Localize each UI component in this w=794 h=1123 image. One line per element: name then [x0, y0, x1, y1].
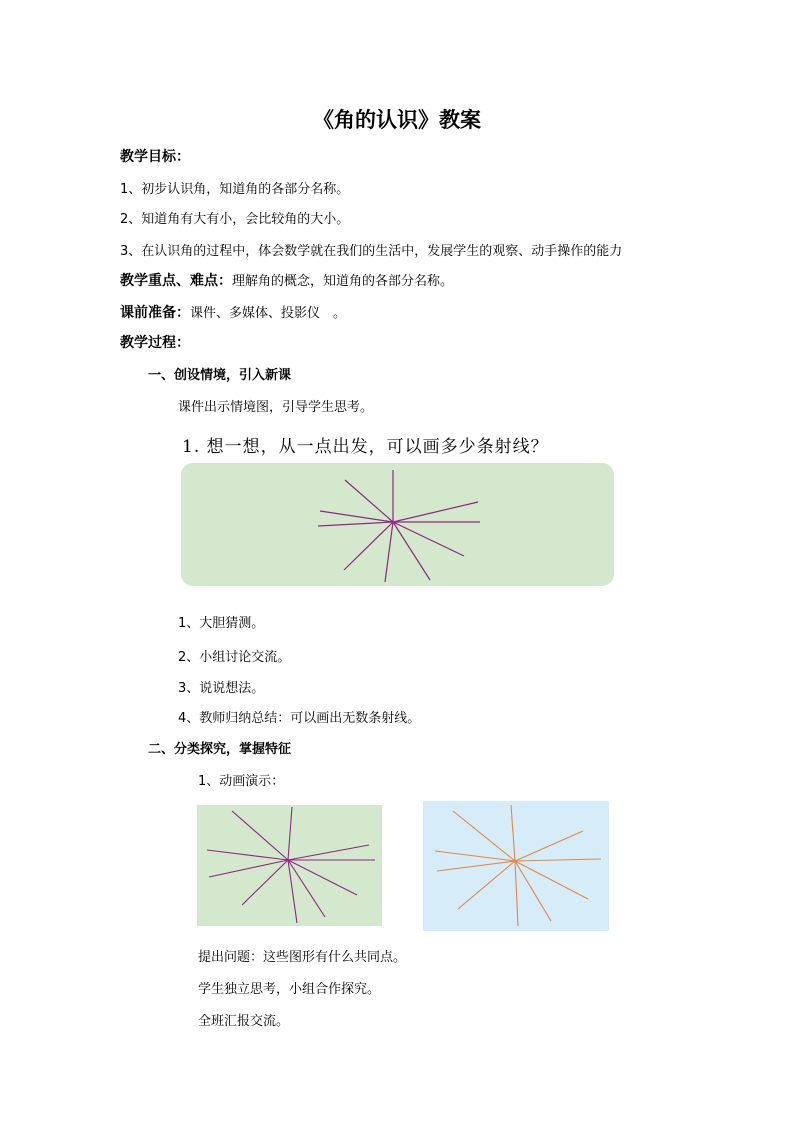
section1-heading: 一、创设情境，引入新课 [148, 368, 292, 383]
objective-item: 2、知道角有大有小，会比较角的大小。 [120, 212, 350, 227]
figure-2a-background [197, 805, 382, 926]
objective-item: 1、初步认识角，知道角的各部分名称。 [120, 182, 350, 197]
section2-heading: 二、分类探究，掌握特征 [148, 742, 292, 757]
figure-caption: 1. 想一想，从一点出发，可以画多少条射线？ [182, 437, 549, 457]
keypoints-label: 教学重点、难点： [120, 273, 232, 289]
process-heading: 教学过程： [120, 335, 190, 351]
rays-figure-1 [180, 462, 616, 588]
section2-line: 提出问题：这些图形有什么共同点。 [198, 950, 407, 965]
preparation-label: 课前准备： [120, 305, 190, 321]
section1-step: 4、教师归纳总结：可以画出无数条射线。 [178, 711, 421, 726]
section1-step: 3、说说想法。 [178, 681, 265, 696]
preparation-line [120, 302, 346, 322]
rays-figure-2b [423, 801, 609, 931]
section2-line: 全班汇报交流。 [198, 1014, 290, 1029]
keypoints-text: 理解角的概念，知道角的各部分名称。 [232, 274, 454, 289]
figure-2b-background [423, 801, 609, 931]
section2-step: 1、动画演示： [198, 774, 285, 789]
section2-line: 学生独立思考，小组合作探究。 [198, 982, 381, 997]
section1-step: 2、小组讨论交流。 [178, 650, 291, 665]
keypoints-line [120, 270, 453, 290]
section1-step: 1、大胆猜测。 [178, 616, 265, 631]
section1-intro: 课件出示情境图，引导学生思考。 [178, 400, 374, 415]
objective-item: 3、在认识角的过程中，体会数学就在我们的生活中，发展学生的观察、动手操作的能力 [120, 244, 623, 259]
preparation-text: 课件、多媒体、投影仪 。 [190, 306, 347, 321]
rays-figure-2a [197, 805, 382, 926]
objectives-heading: 教学目标： [120, 149, 190, 165]
document-title: 《角的认识》教案 [313, 107, 481, 132]
